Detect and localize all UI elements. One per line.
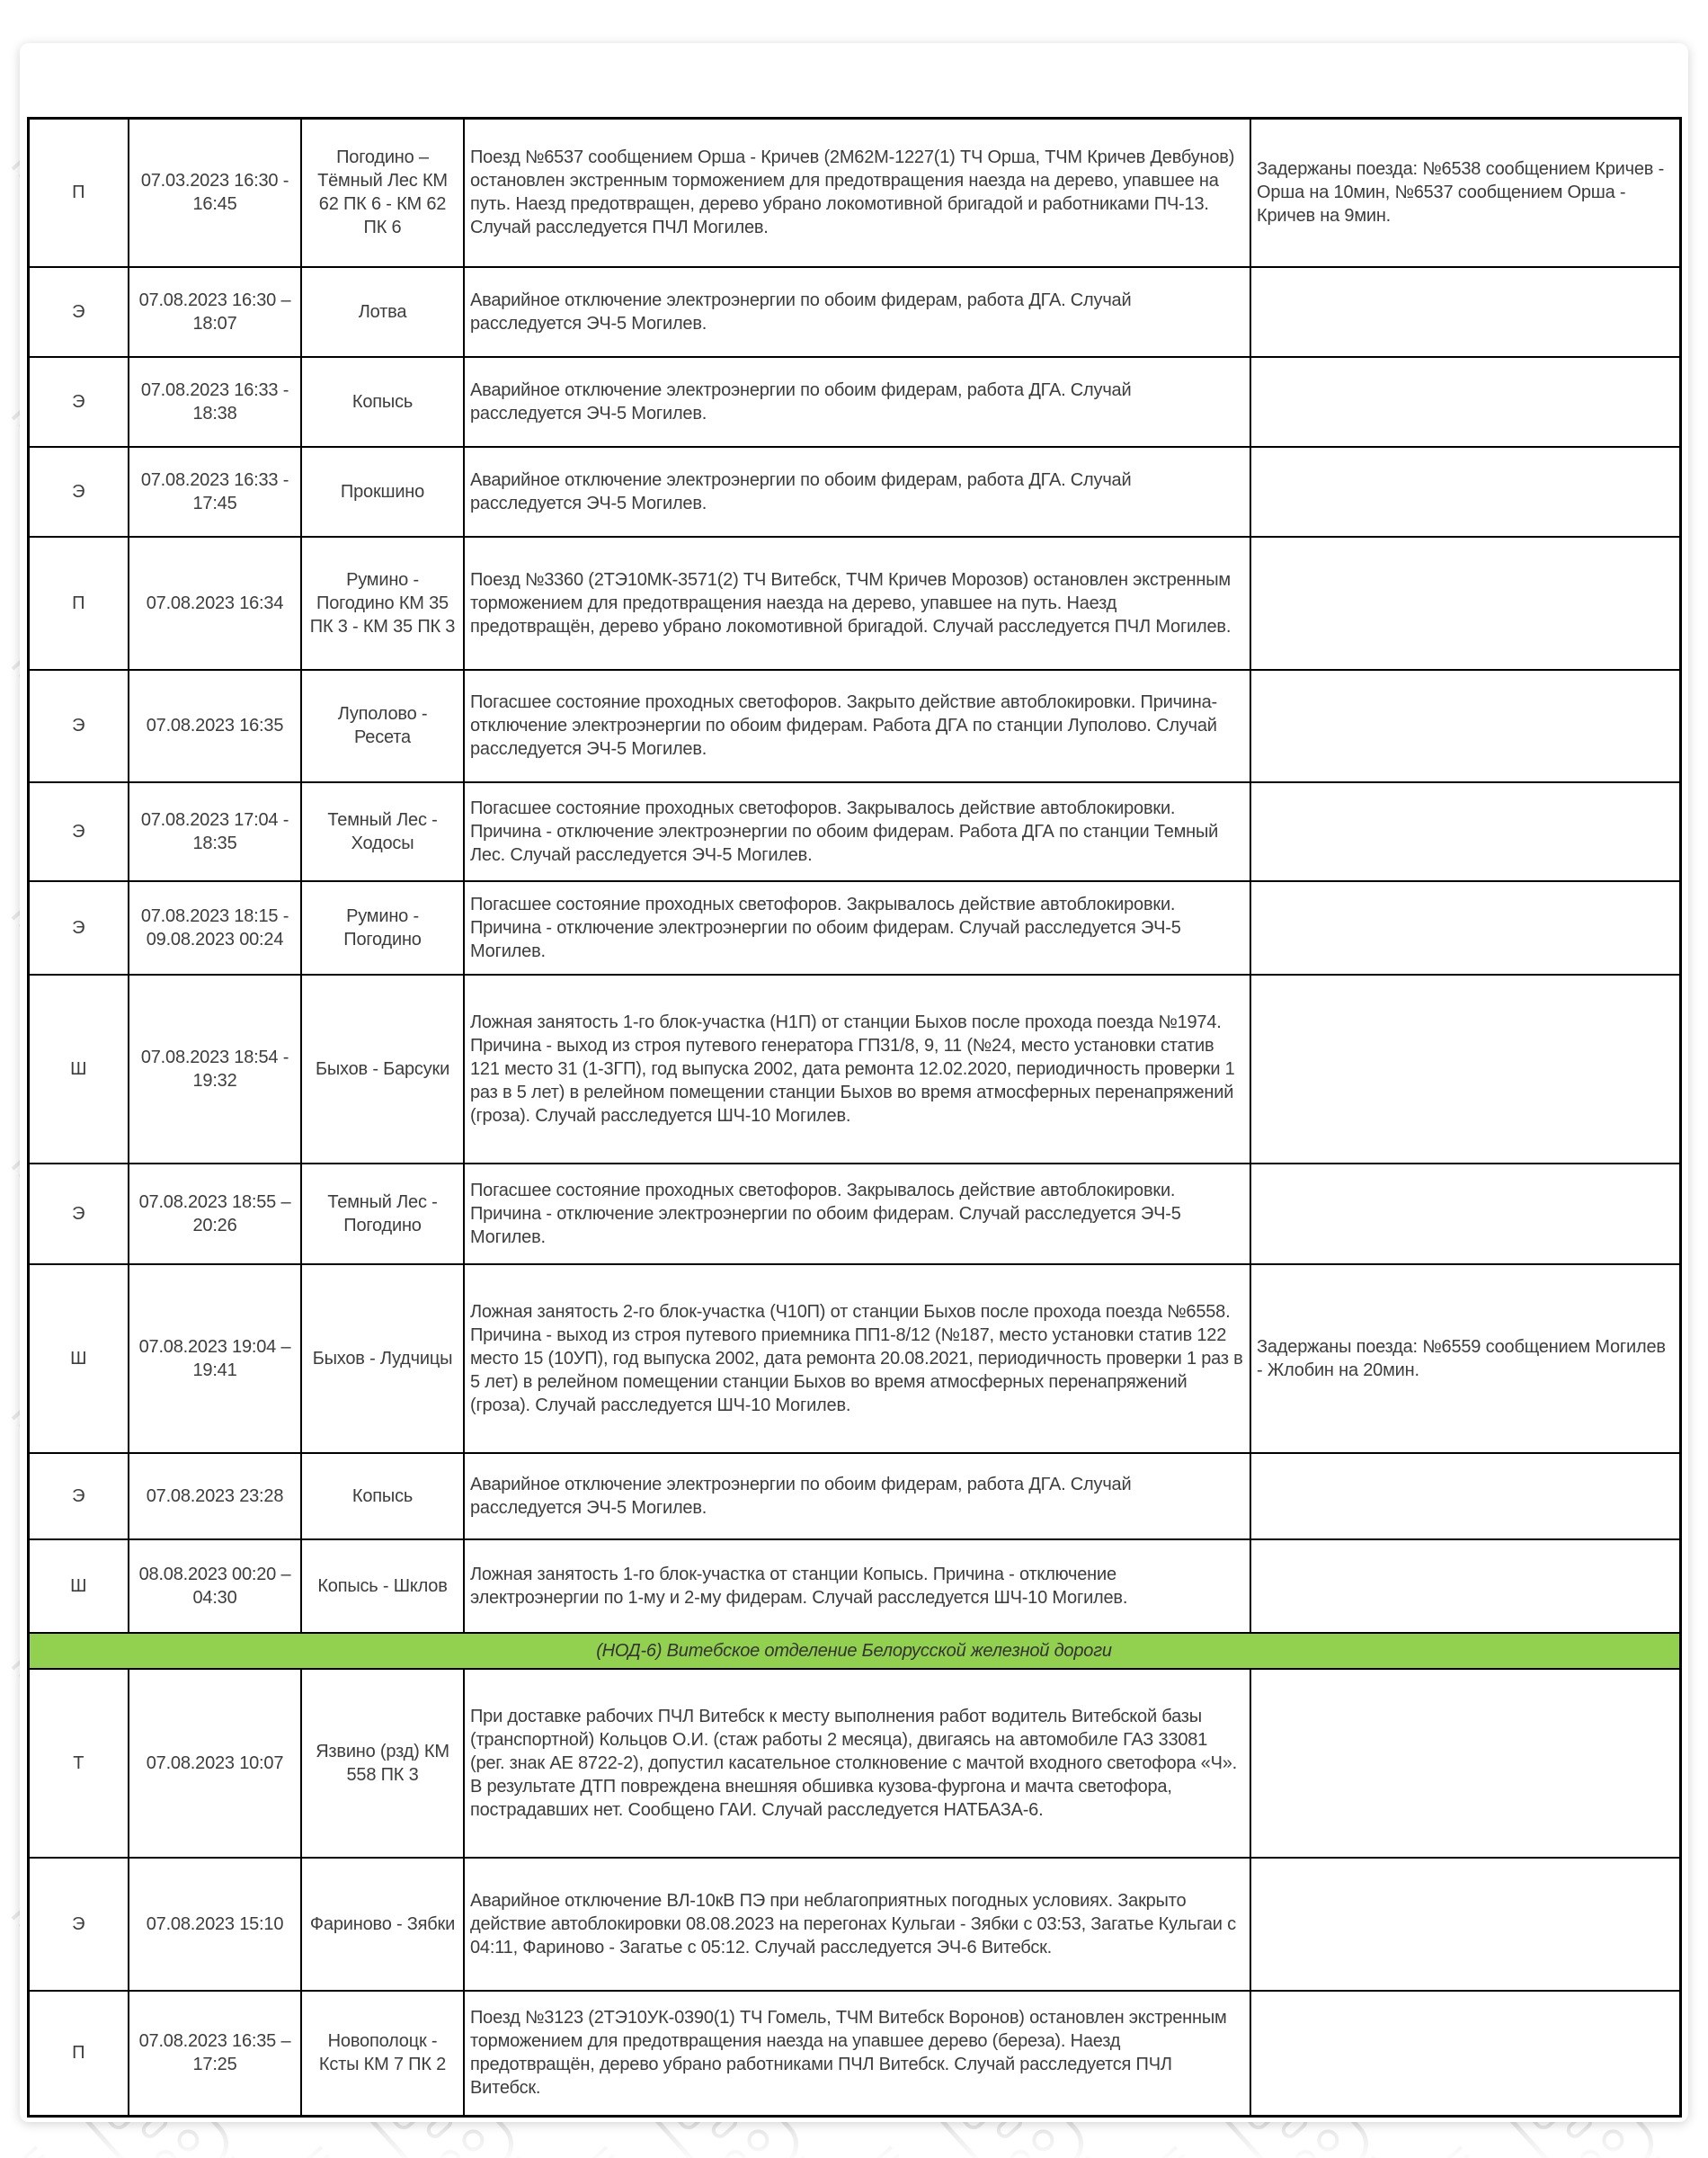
table-row <box>28 670 1680 782</box>
delay-note: Задержаны поезда: №6559 сообщением Могилев - Жлобин на 20мин. <box>1250 1264 1680 1453</box>
event-datetime: 07.08.2023 18:55 – 20:26 <box>129 1164 301 1264</box>
event-location: Копысь <box>301 357 464 447</box>
table-row <box>28 1669 1680 1858</box>
table-row <box>28 119 1680 267</box>
event-type-code: Э <box>28 1164 129 1264</box>
event-description: Поезд №6537 сообщением Орша - Кричев (2М62М-1227(1) ТЧ Орша, ТЧМ Кричев Девбунов) остановлен экстренным торможением для предотвращения наезда на дерево, упавшее на путь. Наезд предотвращен, дерево убрано локомотивной бригадой и работниками ПЧ-13. Случай расследуется ПЧЛ Могилев. <box>464 119 1250 267</box>
event-location: Луполово - Ресета <box>301 670 464 782</box>
event-type-code: П <box>28 119 129 267</box>
delay-note <box>1250 1539 1680 1633</box>
incident-table <box>27 117 1682 2118</box>
event-location: Быхов - Лудчицы <box>301 1264 464 1453</box>
table-row <box>28 1453 1680 1539</box>
table-row <box>28 881 1680 975</box>
event-location: Румино - Погодино <box>301 881 464 975</box>
table-row <box>28 975 1680 1164</box>
event-type-code: П <box>28 537 129 670</box>
delay-note <box>1250 881 1680 975</box>
event-location: Копысь - Шклов <box>301 1539 464 1633</box>
event-datetime: 07.08.2023 16:30 – 18:07 <box>129 267 301 357</box>
event-datetime: 07.08.2023 19:04 – 19:41 <box>129 1264 301 1453</box>
section-header-label: (НОД-6) Витебское отделение Белорусской железной дороги <box>28 1633 1680 1669</box>
event-location: Новополоцк - Ксты КМ 7 ПК 2 <box>301 1991 464 2117</box>
delay-note <box>1250 1669 1680 1858</box>
event-datetime: 07.08.2023 15:10 <box>129 1858 301 1991</box>
event-description: Поезд №3123 (2ТЭ10УК-0390(1) ТЧ Гомель, ТЧМ Витебск Воронов) остановлен экстренным торможением для предотвращения наезда на упавшее дерево (береза). Наезд предотвращён, дерево убрано работниками ПЧЛ Витебск. Случай расследуется ПЧЛ Витебск. <box>464 1991 1250 2117</box>
event-description: Ложная занятость 1-го блок-участка от станции Копысь. Причина - отключение электроэнергии по 1-му и 2-му фидерам. Случай расследуется ШЧ-10 Могилев. <box>464 1539 1250 1633</box>
report-page <box>20 43 1688 2122</box>
event-description: Поезд №3360 (2ТЭ10МК-3571(2) ТЧ Витебск, ТЧМ Кричев Морозов) остановлен экстренным торможением для предотвращения наезда на дерево, упавшее на путь. Наезд предотвращён, дерево убрано локомотивной бригадой. Случай расследуется ПЧЛ Могилев. <box>464 537 1250 670</box>
event-description: Погасшее состояние проходных светофоров. Закрывалось действие автоблокировки. Причина - отключение электроэнергии по обоим фидерам. Случай расследуется ЭЧ-5 Могилев. <box>464 881 1250 975</box>
event-description: Аварийное отключение электроэнергии по обоим фидерам, работа ДГА. Случай расследуется ЭЧ-5 Могилев. <box>464 447 1250 537</box>
delay-note <box>1250 670 1680 782</box>
table-row <box>28 267 1680 357</box>
event-datetime: 07.08.2023 16:33 - 18:38 <box>129 357 301 447</box>
table-row <box>28 1991 1680 2117</box>
event-location: Копысь <box>301 1453 464 1539</box>
delay-note <box>1250 447 1680 537</box>
event-datetime: 07.08.2023 16:34 <box>129 537 301 670</box>
event-description: Аварийное отключение ВЛ-10кВ ПЭ при неблагоприятных погодных условиях. Закрыто действие автоблокировки 08.08.2023 на перегонах Кульгаи - Зябки с 03:53, Загатье Кульгаи с 04:11, Фариново - Загатье с 05:12. Случай расследуется ЭЧ-6 Витебск. <box>464 1858 1250 1991</box>
table-row <box>28 1539 1680 1633</box>
event-description: Погасшее состояние проходных светофоров. Закрывалось действие автоблокировки. Причина - отключение электроэнергии по обоим фидерам. Работа ДГА по станции Темный Лес. Случай расследуется ЭЧ-5 Могилев. <box>464 782 1250 881</box>
event-type-code: Ш <box>28 1539 129 1633</box>
event-description: Погасшее состояние проходных светофоров. Закрывалось действие автоблокировки. Причина - отключение электроэнергии по обоим фидерам. Случай расследуется ЭЧ-5 Могилев. <box>464 1164 1250 1264</box>
delay-note <box>1250 782 1680 881</box>
event-location: Быхов - Барсуки <box>301 975 464 1164</box>
table-row <box>28 537 1680 670</box>
event-location: Язвино (рзд) КМ 558 ПК 3 <box>301 1669 464 1858</box>
event-type-code: Э <box>28 447 129 537</box>
delay-note: Задержаны поезда: №6538 сообщением Кричев - Орша на 10мин, №6537 сообщением Орша - Кричев на 9мин. <box>1250 119 1680 267</box>
event-type-code: Э <box>28 670 129 782</box>
table-row <box>28 1264 1680 1453</box>
table-row <box>28 447 1680 537</box>
event-datetime: 07.08.2023 17:04 - 18:35 <box>129 782 301 881</box>
event-datetime: 07.08.2023 16:35 – 17:25 <box>129 1991 301 2117</box>
event-description: Аварийное отключение электроэнергии по обоим фидерам, работа ДГА. Случай расследуется ЭЧ-5 Могилев. <box>464 357 1250 447</box>
delay-note <box>1250 357 1680 447</box>
event-location: Прокшино <box>301 447 464 537</box>
event-location: Темный Лес - Погодино <box>301 1164 464 1264</box>
table-row <box>28 1164 1680 1264</box>
event-type-code: Э <box>28 782 129 881</box>
event-type-code: Т <box>28 1669 129 1858</box>
event-datetime: 07.03.2023 16:30 - 16:45 <box>129 119 301 267</box>
event-type-code: Ш <box>28 1264 129 1453</box>
event-datetime: 07.08.2023 16:33 - 17:45 <box>129 447 301 537</box>
event-location: Погодино – Тёмный Лес КМ 62 ПК 6 - КМ 62 ПК 6 <box>301 119 464 267</box>
event-description: При доставке рабочих ПЧЛ Витебск к месту выполнения работ водитель Витебской базы (транспортной) Кольцов О.И. (стаж работы 2 месяца), двигаясь на автомобиле ГАЗ 33081 (рег. знак АЕ 8722-2), допустил касательное столкновение с мачтой входного светофора «Ч». В результате ДТП повреждена внешняя обшивка кузова-фургона и мачта светофора, пострадавших нет. Сообщено ГАИ. Случай расследуется НАТБАЗА-6. <box>464 1669 1250 1858</box>
table-row <box>28 357 1680 447</box>
delay-note <box>1250 1991 1680 2117</box>
event-location: Лотва <box>301 267 464 357</box>
event-description: Аварийное отключение электроэнергии по обоим фидерам, работа ДГА. Случай расследуется ЭЧ-5 Могилев. <box>464 1453 1250 1539</box>
event-type-code: Ш <box>28 975 129 1164</box>
delay-note <box>1250 1164 1680 1264</box>
event-datetime: 07.08.2023 18:15 - 09.08.2023 00:24 <box>129 881 301 975</box>
event-datetime: 08.08.2023 00:20 – 04:30 <box>129 1539 301 1633</box>
event-type-code: Э <box>28 881 129 975</box>
event-description: Погасшее состояние проходных светофоров. Закрыто действие автоблокировки. Причина- отключение электроэнергии по обоим фидерам. Работа ДГА по станции Луполово. Случай расследуется ЭЧ-5 Могилев. <box>464 670 1250 782</box>
event-type-code: Э <box>28 1858 129 1991</box>
event-type-code: Э <box>28 357 129 447</box>
event-type-code: П <box>28 1991 129 2117</box>
delay-note <box>1250 537 1680 670</box>
event-type-code: Э <box>28 1453 129 1539</box>
event-location: Темный Лес - Ходосы <box>301 782 464 881</box>
delay-note <box>1250 975 1680 1164</box>
event-type-code: Э <box>28 267 129 357</box>
delay-note <box>1250 1858 1680 1991</box>
event-location: Фариново - Зябки <box>301 1858 464 1991</box>
event-datetime: 07.08.2023 23:28 <box>129 1453 301 1539</box>
delay-note <box>1250 267 1680 357</box>
table-row <box>28 782 1680 881</box>
event-datetime: 07.08.2023 18:54 - 19:32 <box>129 975 301 1164</box>
event-description: Аварийное отключение электроэнергии по обоим фидерам, работа ДГА. Случай расследуется ЭЧ-5 Могилев. <box>464 267 1250 357</box>
event-description: Ложная занятость 1-го блок-участка (Н1П) от станции Быхов после прохода поезда №1974. Причина - выход из строя путевого генератора ГП31/8, 9, 11 (№24, место установки статив 121 место 31 (1-3ГП), год выпуска 2002, дата ремонта 12.02.2020, периодичность проверки 1 раз в 5 лет) в релейном помещении станции Быхов во время атмосферных перенапряжений (гроза). Случай расследуется ШЧ-10 Могилев. <box>464 975 1250 1164</box>
delay-note <box>1250 1453 1680 1539</box>
event-datetime: 07.08.2023 16:35 <box>129 670 301 782</box>
section-header-row <box>28 1633 1680 1669</box>
event-location: Румино - Погодино КМ 35 ПК 3 - КМ 35 ПК 3 <box>301 537 464 670</box>
table-row <box>28 1858 1680 1991</box>
event-description: Ложная занятость 2-го блок-участка (Ч10П) от станции Быхов после прохода поезда №6558. Причина - выход из строя путевого приемника ПП1-8/12 (№187, место установки статив 122 место 15 (10УП), год выпуска 2002, дата ремонта 20.08.2021, периодичность проверки 1 раз в 5 лет) в релейном помещении станции Быхов во время атмосферных перенапряжений (гроза). Случай расследуется ШЧ-10 Могилев. <box>464 1264 1250 1453</box>
event-datetime: 07.08.2023 10:07 <box>129 1669 301 1858</box>
